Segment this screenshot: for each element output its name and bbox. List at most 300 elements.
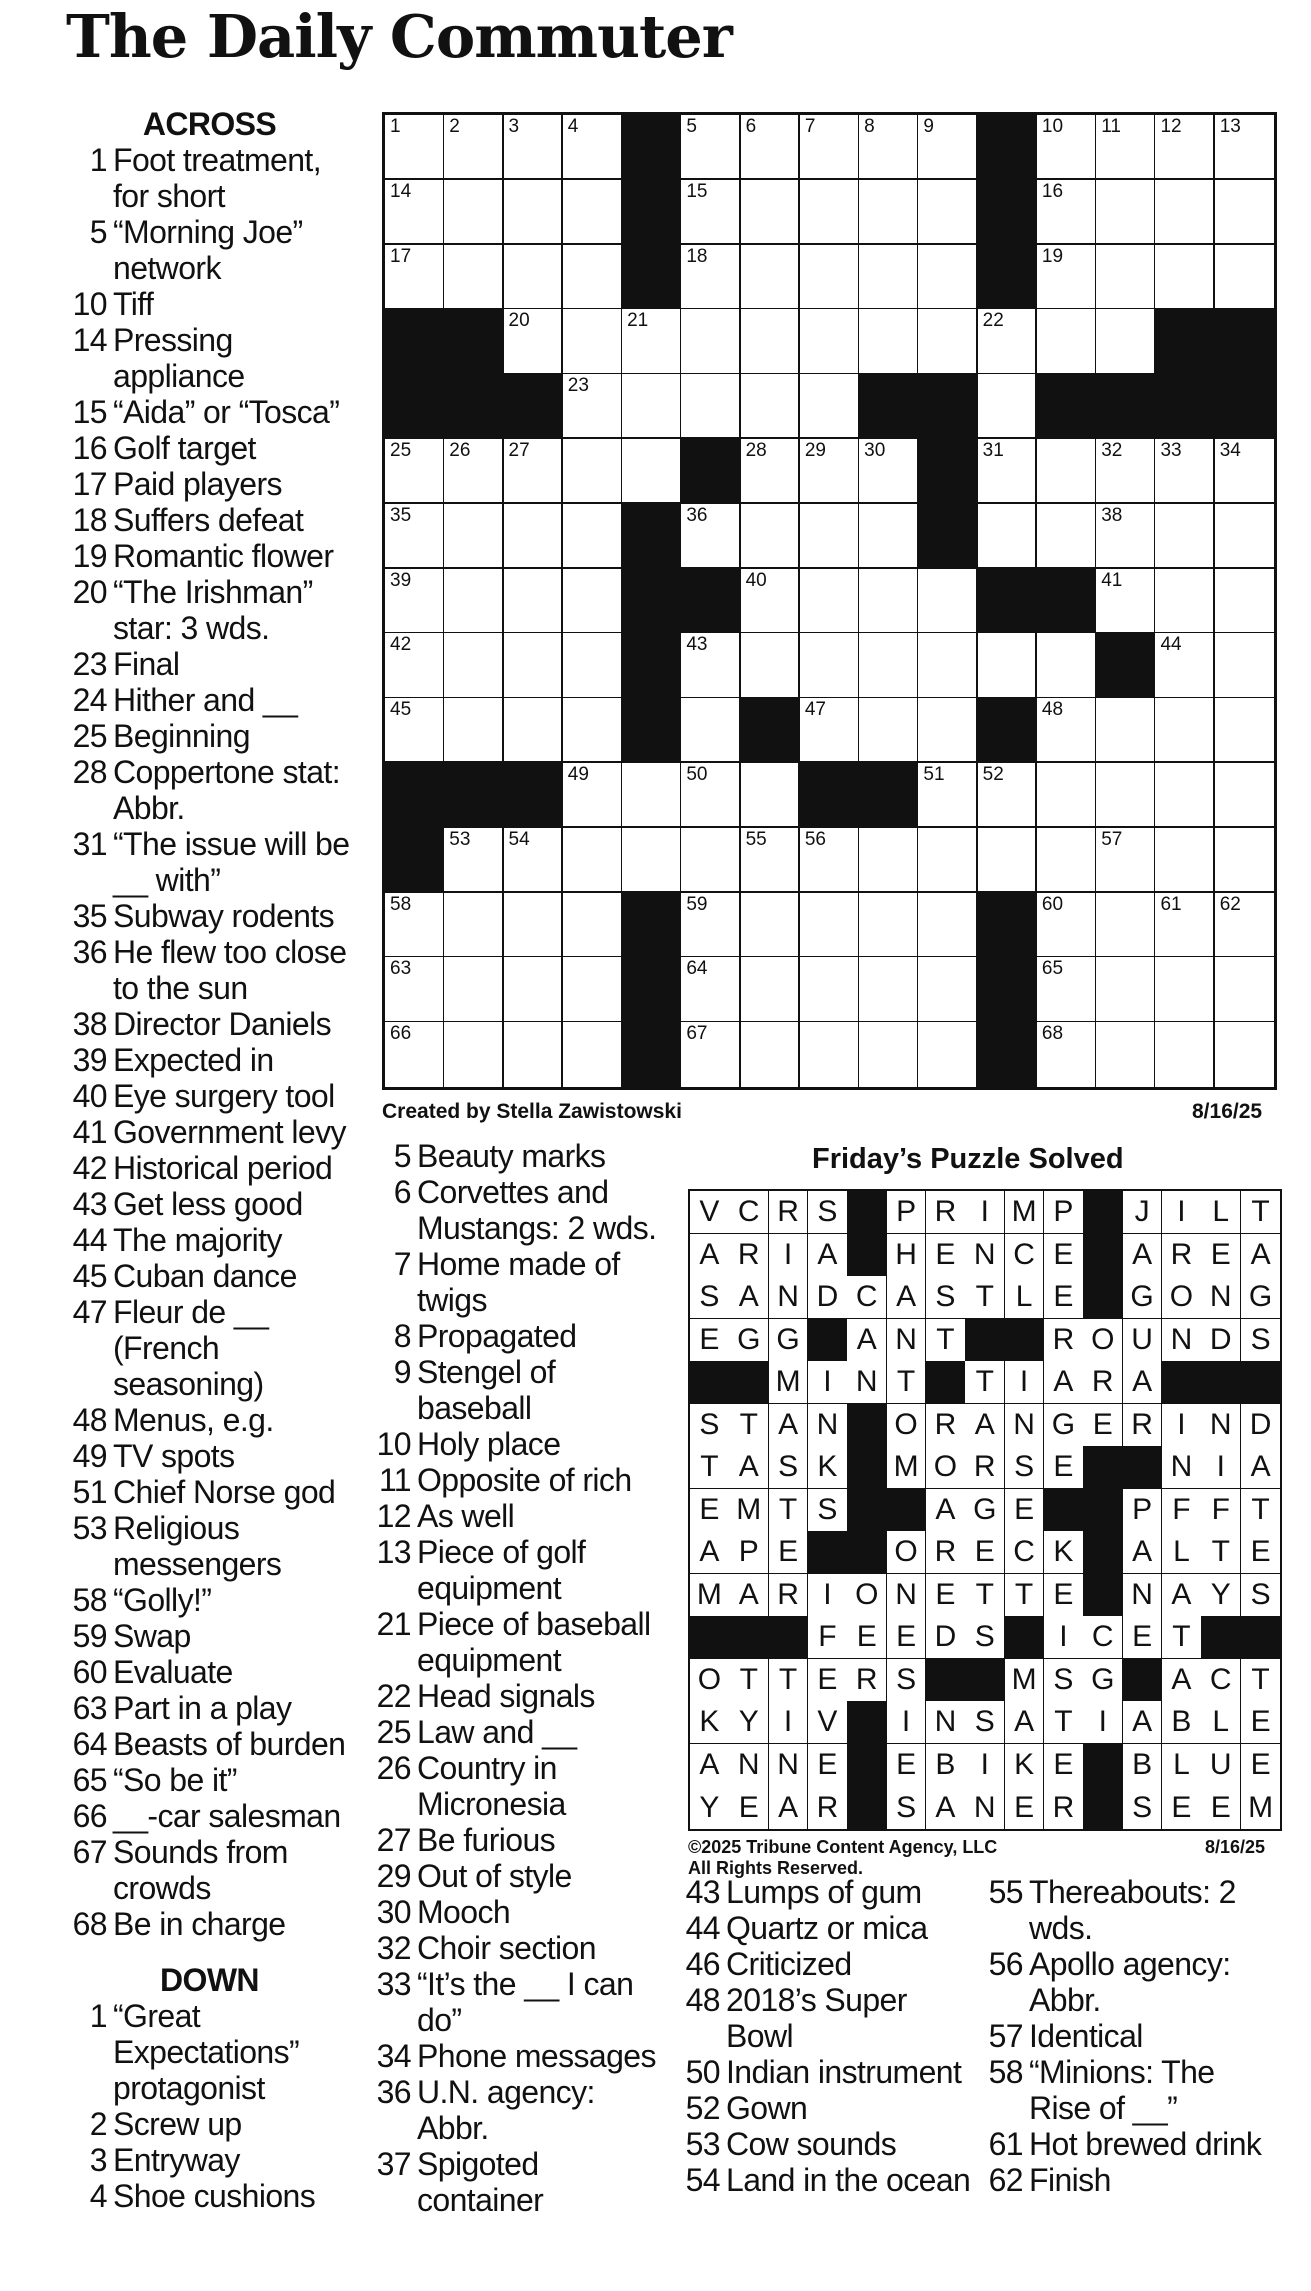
grid-cell[interactable] bbox=[504, 180, 564, 245]
down-clue-48 bbox=[675, 1982, 975, 2054]
clue-text: Hot brewed drink bbox=[1029, 2126, 1262, 2162]
clue-text: Holy place bbox=[417, 1426, 561, 1462]
grid-cell[interactable] bbox=[859, 698, 919, 763]
grid-cell[interactable] bbox=[741, 504, 801, 569]
grid-cell[interactable] bbox=[918, 828, 978, 893]
clue-text: Hither and __ bbox=[113, 682, 298, 718]
grid-cell[interactable] bbox=[1096, 698, 1156, 763]
grid-cell[interactable] bbox=[1037, 633, 1097, 698]
clue-text: Swap bbox=[113, 1618, 191, 1654]
across-clue-17 bbox=[66, 466, 353, 502]
solved-black-square bbox=[1083, 1191, 1123, 1234]
grid-cell[interactable] bbox=[918, 115, 978, 180]
grid-cell[interactable] bbox=[1096, 828, 1156, 893]
grid-cell[interactable] bbox=[1037, 245, 1097, 310]
cell-number: 12 bbox=[1160, 116, 1182, 137]
grid-cell[interactable] bbox=[385, 439, 445, 504]
solved-letter: E bbox=[1044, 1574, 1084, 1617]
grid-cell[interactable] bbox=[681, 180, 741, 245]
grid-cell[interactable] bbox=[918, 309, 978, 374]
grid-cell[interactable] bbox=[978, 633, 1038, 698]
grid-cell[interactable] bbox=[1155, 1022, 1215, 1087]
across-heading: ACROSS bbox=[142, 106, 277, 142]
grid-cell[interactable] bbox=[1155, 569, 1215, 634]
grid-cell[interactable] bbox=[1037, 439, 1097, 504]
grid-cell[interactable] bbox=[444, 828, 504, 893]
grid-cell[interactable] bbox=[1215, 180, 1275, 245]
grid-cell[interactable] bbox=[859, 439, 919, 504]
grid-cell[interactable] bbox=[681, 115, 741, 180]
grid-cell[interactable] bbox=[444, 569, 504, 634]
grid-cell[interactable] bbox=[1096, 439, 1156, 504]
solved-black-square bbox=[965, 1659, 1005, 1702]
grid-cell[interactable] bbox=[444, 1022, 504, 1087]
clue-text: “Great Expectations” protagonist bbox=[113, 1998, 300, 2106]
cell-number: 22 bbox=[982, 310, 1004, 332]
solved-date: 8/16/25 bbox=[1205, 1837, 1266, 1857]
clue-number: 22 bbox=[376, 1678, 411, 1714]
solved-letter: R bbox=[808, 1786, 848, 1829]
grid-cell[interactable] bbox=[563, 309, 623, 374]
grid-cell[interactable] bbox=[385, 504, 445, 569]
clue-text: Head signals bbox=[417, 1678, 595, 1714]
clue-text: Indian instrument bbox=[726, 2054, 962, 2090]
clue-number: 25 bbox=[72, 718, 107, 754]
clue-number: 45 bbox=[72, 1258, 107, 1294]
solved-letter: E bbox=[1044, 1234, 1084, 1277]
across-clue-59 bbox=[66, 1618, 353, 1654]
grid-cell[interactable] bbox=[504, 698, 564, 763]
grid-cell[interactable] bbox=[622, 374, 682, 439]
grid-cell[interactable] bbox=[1037, 828, 1097, 893]
grid-cell[interactable] bbox=[741, 763, 801, 828]
down-clue-52 bbox=[675, 2090, 975, 2126]
grid-cell[interactable] bbox=[681, 374, 741, 439]
grid-cell[interactable] bbox=[504, 439, 564, 504]
grid-cell[interactable] bbox=[681, 633, 741, 698]
grid-cell[interactable] bbox=[800, 309, 860, 374]
clue-text: __-car salesman bbox=[113, 1798, 341, 1834]
solved-letter: E bbox=[1241, 1531, 1281, 1574]
grid-cell[interactable] bbox=[1155, 957, 1215, 1022]
clue-text: Entryway bbox=[113, 2142, 240, 2178]
grid-cell[interactable] bbox=[859, 180, 919, 245]
grid-cell[interactable] bbox=[622, 828, 682, 893]
solved-black-square bbox=[1201, 1616, 1241, 1659]
grid-cell[interactable] bbox=[563, 957, 623, 1022]
cell-number: 18 bbox=[686, 245, 708, 267]
solved-letter: I bbox=[769, 1701, 809, 1744]
solved-letter: D bbox=[808, 1276, 848, 1319]
grid-cell[interactable] bbox=[859, 957, 919, 1022]
grid-cell[interactable] bbox=[741, 180, 801, 245]
solved-letter: N bbox=[965, 1234, 1005, 1277]
grid-cell[interactable] bbox=[918, 180, 978, 245]
grid-cell[interactable] bbox=[1037, 893, 1097, 958]
across-clue-53 bbox=[66, 1510, 353, 1582]
grid-cell[interactable] bbox=[1215, 439, 1275, 504]
grid-cell[interactable] bbox=[1037, 309, 1097, 374]
solved-letter: A bbox=[769, 1786, 809, 1829]
cell-number: 31 bbox=[982, 440, 1004, 461]
grid-cell[interactable] bbox=[1155, 180, 1215, 245]
grid-cell[interactable] bbox=[504, 1022, 564, 1087]
cell-number: 38 bbox=[1101, 504, 1123, 526]
grid-cell[interactable] bbox=[1096, 569, 1156, 634]
grid-cell[interactable] bbox=[800, 633, 860, 698]
across-clue-49 bbox=[66, 1438, 353, 1474]
cell-number: 48 bbox=[1041, 699, 1064, 721]
clue-text: “Golly!” bbox=[113, 1582, 212, 1618]
solved-black-square bbox=[1123, 1659, 1163, 1702]
grid-cell[interactable] bbox=[622, 309, 682, 374]
grid-cell[interactable] bbox=[563, 374, 623, 439]
across-clue-18 bbox=[66, 502, 353, 538]
solved-letter: N bbox=[887, 1319, 927, 1362]
grid-cell[interactable] bbox=[1215, 957, 1275, 1022]
grid-cell[interactable] bbox=[444, 698, 504, 763]
grid-cell[interactable] bbox=[918, 569, 978, 634]
grid-cell[interactable] bbox=[859, 633, 919, 698]
grid-cell[interactable] bbox=[1037, 504, 1097, 569]
grid-cell[interactable] bbox=[918, 698, 978, 763]
clue-text: Thereabouts: 2 wds. bbox=[1029, 1874, 1236, 1946]
grid-cell[interactable] bbox=[1096, 245, 1156, 310]
grid-cell[interactable] bbox=[1155, 504, 1215, 569]
clue-number: 40 bbox=[72, 1078, 107, 1114]
solved-letter: E bbox=[1044, 1446, 1084, 1489]
solved-letter: T bbox=[769, 1659, 809, 1702]
solved-black-square bbox=[1044, 1489, 1084, 1532]
grid-cell[interactable] bbox=[978, 439, 1038, 504]
grid-cell[interactable] bbox=[444, 439, 504, 504]
grid-cell[interactable] bbox=[385, 698, 445, 763]
solved-letter: L bbox=[1201, 1701, 1241, 1744]
grid-cell[interactable] bbox=[918, 763, 978, 828]
grid-cell[interactable] bbox=[444, 957, 504, 1022]
grid-cell[interactable] bbox=[978, 828, 1038, 893]
clue-text: Identical bbox=[1029, 2018, 1143, 2054]
across-clue-15 bbox=[66, 394, 353, 430]
grid-cell[interactable] bbox=[741, 115, 801, 180]
grid-cell[interactable] bbox=[1155, 439, 1215, 504]
grid-cell[interactable] bbox=[741, 439, 801, 504]
grid-cell[interactable] bbox=[504, 504, 564, 569]
cell-number: 30 bbox=[864, 440, 886, 461]
grid-cell[interactable] bbox=[800, 245, 860, 310]
grid-cell[interactable] bbox=[1215, 504, 1275, 569]
grid-cell[interactable] bbox=[622, 439, 682, 504]
solved-black-square bbox=[1083, 1489, 1123, 1532]
clue-text: Piece of golf equipment bbox=[417, 1534, 586, 1606]
grid-cell[interactable] bbox=[978, 374, 1038, 439]
down-clue-30 bbox=[366, 1894, 666, 1930]
grid-cell[interactable] bbox=[385, 115, 445, 180]
solved-letter: E bbox=[1201, 1786, 1241, 1829]
down-clue-33 bbox=[366, 1966, 666, 2038]
grid-cell[interactable] bbox=[978, 504, 1038, 569]
clue-number: 28 bbox=[72, 754, 107, 790]
grid-cell[interactable] bbox=[1155, 245, 1215, 310]
grid-cell[interactable] bbox=[444, 893, 504, 958]
clue-text: Land in the ocean bbox=[726, 2162, 971, 2198]
black-square bbox=[1096, 633, 1156, 698]
grid-cell[interactable] bbox=[681, 1022, 741, 1087]
solved-black-square bbox=[847, 1744, 887, 1787]
solved-letter: A bbox=[1162, 1659, 1202, 1702]
solved-letter: R bbox=[1044, 1786, 1084, 1829]
grid-cell[interactable] bbox=[1037, 763, 1097, 828]
grid-cell[interactable] bbox=[681, 957, 741, 1022]
grid-cell[interactable] bbox=[681, 698, 741, 763]
puzzle-date: 8/16/25 bbox=[1192, 1100, 1263, 1123]
grid-cell[interactable] bbox=[444, 245, 504, 310]
solved-letter: T bbox=[887, 1361, 927, 1404]
grid-cell[interactable] bbox=[1096, 957, 1156, 1022]
grid-cell[interactable] bbox=[563, 633, 623, 698]
grid-cell[interactable] bbox=[800, 1022, 860, 1087]
clue-number: 66 bbox=[72, 1798, 107, 1834]
solved-letter: A bbox=[926, 1489, 966, 1532]
solved-letter: T bbox=[965, 1574, 1005, 1617]
grid-cell[interactable] bbox=[800, 569, 860, 634]
grid-cell[interactable] bbox=[504, 309, 564, 374]
grid-cell[interactable] bbox=[563, 1022, 623, 1087]
black-square bbox=[1215, 374, 1275, 439]
grid-cell[interactable] bbox=[978, 763, 1038, 828]
solved-letter: M bbox=[1241, 1786, 1281, 1829]
grid-cell[interactable] bbox=[563, 115, 623, 180]
grid-cell[interactable] bbox=[681, 828, 741, 893]
grid-cell[interactable] bbox=[1155, 115, 1215, 180]
solved-letter: G bbox=[1123, 1276, 1163, 1319]
grid-cell[interactable] bbox=[1096, 504, 1156, 569]
grid-cell[interactable] bbox=[918, 633, 978, 698]
solved-letter: N bbox=[729, 1744, 769, 1787]
grid-cell[interactable] bbox=[1215, 698, 1275, 763]
clue-text: Beasts of burden bbox=[113, 1726, 346, 1762]
solved-letter: M bbox=[1005, 1191, 1045, 1234]
grid-cell[interactable] bbox=[563, 245, 623, 310]
solved-black-square bbox=[1241, 1616, 1281, 1659]
grid-cell[interactable] bbox=[859, 504, 919, 569]
grid-cell[interactable] bbox=[385, 633, 445, 698]
grid-cell[interactable] bbox=[385, 893, 445, 958]
grid-cell[interactable] bbox=[800, 698, 860, 763]
clue-number: 29 bbox=[376, 1858, 411, 1894]
down-clue-11 bbox=[366, 1462, 666, 1498]
grid-cell[interactable] bbox=[563, 180, 623, 245]
grid-cell[interactable] bbox=[504, 893, 564, 958]
solved-letter: N bbox=[1005, 1404, 1045, 1447]
grid-cell[interactable] bbox=[859, 569, 919, 634]
black-square bbox=[978, 1022, 1038, 1087]
grid-cell[interactable] bbox=[681, 309, 741, 374]
grid-cell[interactable] bbox=[741, 1022, 801, 1087]
grid-cell[interactable] bbox=[741, 309, 801, 374]
grid-cell[interactable] bbox=[563, 828, 623, 893]
grid-cell[interactable] bbox=[800, 439, 860, 504]
grid-cell[interactable] bbox=[918, 893, 978, 958]
grid-cell[interactable] bbox=[918, 245, 978, 310]
grid-cell[interactable] bbox=[563, 698, 623, 763]
cell-number: 32 bbox=[1101, 440, 1123, 461]
grid-cell[interactable] bbox=[1096, 893, 1156, 958]
grid-cell[interactable] bbox=[800, 957, 860, 1022]
cell-number: 66 bbox=[390, 1023, 412, 1045]
grid-cell[interactable] bbox=[1096, 1022, 1156, 1087]
grid-cell[interactable] bbox=[563, 439, 623, 504]
grid-cell[interactable] bbox=[741, 374, 801, 439]
down-clue-7 bbox=[366, 1246, 666, 1318]
grid-cell[interactable] bbox=[1037, 1022, 1097, 1087]
grid-cell[interactable] bbox=[800, 180, 860, 245]
down-heading: DOWN bbox=[160, 1962, 259, 1998]
black-square bbox=[622, 504, 682, 569]
grid-cell[interactable] bbox=[1155, 763, 1215, 828]
grid-cell[interactable] bbox=[1096, 309, 1156, 374]
grid-cell[interactable] bbox=[681, 245, 741, 310]
grid-cell[interactable] bbox=[741, 893, 801, 958]
solved-letter: E bbox=[808, 1659, 848, 1702]
grid-cell[interactable] bbox=[563, 569, 623, 634]
grid-cell[interactable] bbox=[1215, 245, 1275, 310]
black-square bbox=[978, 893, 1038, 958]
down-clue-43 bbox=[675, 1874, 975, 1910]
grid-cell[interactable] bbox=[1215, 633, 1275, 698]
solved-letter: E bbox=[887, 1616, 927, 1659]
grid-cell[interactable] bbox=[563, 763, 623, 828]
grid-cell[interactable] bbox=[385, 957, 445, 1022]
grid-cell[interactable] bbox=[859, 893, 919, 958]
grid-cell[interactable] bbox=[504, 245, 564, 310]
grid-cell[interactable] bbox=[385, 245, 445, 310]
grid-cell[interactable] bbox=[978, 309, 1038, 374]
grid-cell[interactable] bbox=[1215, 763, 1275, 828]
grid-cell[interactable] bbox=[800, 374, 860, 439]
grid-cell[interactable] bbox=[1155, 633, 1215, 698]
grid-cell[interactable] bbox=[504, 569, 564, 634]
cell-number: 65 bbox=[1041, 958, 1064, 980]
grid-cell[interactable] bbox=[681, 893, 741, 958]
across-clue-39 bbox=[66, 1042, 353, 1078]
solved-letter: N bbox=[1201, 1404, 1241, 1447]
grid-cell[interactable] bbox=[918, 957, 978, 1022]
solved-black-square bbox=[1123, 1446, 1163, 1489]
grid-cell[interactable] bbox=[1037, 180, 1097, 245]
solved-letter: G bbox=[1083, 1659, 1123, 1702]
grid-cell[interactable] bbox=[800, 893, 860, 958]
grid-cell[interactable] bbox=[385, 180, 445, 245]
grid-cell[interactable] bbox=[622, 763, 682, 828]
grid-cell[interactable] bbox=[859, 115, 919, 180]
cell-number: 6 bbox=[745, 116, 757, 137]
grid-cell[interactable] bbox=[1215, 115, 1275, 180]
grid-cell[interactable] bbox=[681, 504, 741, 569]
grid-cell[interactable] bbox=[504, 633, 564, 698]
grid-cell[interactable] bbox=[504, 828, 564, 893]
grid-cell[interactable] bbox=[741, 828, 801, 893]
solved-black-square bbox=[690, 1361, 730, 1404]
solved-grid bbox=[688, 1189, 1282, 1831]
grid-cell[interactable] bbox=[800, 115, 860, 180]
black-square bbox=[918, 504, 978, 569]
solved-letter: C bbox=[1083, 1616, 1123, 1659]
grid-cell[interactable] bbox=[1037, 698, 1097, 763]
grid-cell[interactable] bbox=[444, 115, 504, 180]
solved-letter: N bbox=[769, 1276, 809, 1319]
clue-number: 37 bbox=[376, 2146, 411, 2182]
grid-cell[interactable] bbox=[1215, 828, 1275, 893]
grid-cell[interactable] bbox=[859, 828, 919, 893]
down-clue-list-1 bbox=[66, 1998, 353, 2214]
grid-cell[interactable] bbox=[800, 504, 860, 569]
solved-black-square bbox=[808, 1319, 848, 1362]
black-square bbox=[1155, 309, 1215, 374]
grid-cell[interactable] bbox=[741, 633, 801, 698]
across-clue-42 bbox=[66, 1150, 353, 1186]
grid-cell[interactable] bbox=[1215, 1022, 1275, 1087]
grid-cell[interactable] bbox=[800, 828, 860, 893]
grid-cell[interactable] bbox=[444, 504, 504, 569]
clue-text: Sounds from crowds bbox=[113, 1834, 288, 1906]
clue-text: “Aida” or “Tosca” bbox=[113, 394, 340, 430]
solved-letter: L bbox=[1201, 1191, 1241, 1234]
grid-cell[interactable] bbox=[563, 504, 623, 569]
grid-cell[interactable] bbox=[859, 309, 919, 374]
grid-cell[interactable] bbox=[1096, 763, 1156, 828]
grid-cell[interactable] bbox=[563, 893, 623, 958]
grid-cell[interactable] bbox=[385, 569, 445, 634]
black-square bbox=[859, 374, 919, 439]
grid-cell[interactable] bbox=[444, 633, 504, 698]
down-clue-1 bbox=[66, 1998, 353, 2106]
grid-cell[interactable] bbox=[1155, 893, 1215, 958]
grid-cell[interactable] bbox=[859, 1022, 919, 1087]
grid-cell[interactable] bbox=[681, 763, 741, 828]
grid-cell[interactable] bbox=[504, 115, 564, 180]
cell-number: 53 bbox=[449, 828, 471, 850]
solved-letter: J bbox=[1123, 1191, 1163, 1234]
solved-letter: B bbox=[926, 1744, 966, 1787]
solved-letter: E bbox=[1044, 1276, 1084, 1319]
solved-letter: I bbox=[1162, 1404, 1202, 1447]
grid-cell[interactable] bbox=[1155, 698, 1215, 763]
grid-cell[interactable] bbox=[741, 245, 801, 310]
solved-letter: T bbox=[1005, 1574, 1045, 1617]
grid-cell[interactable] bbox=[859, 245, 919, 310]
grid-cell[interactable] bbox=[1037, 957, 1097, 1022]
grid-cell[interactable] bbox=[918, 1022, 978, 1087]
solved-letter: A bbox=[1162, 1574, 1202, 1617]
grid-cell[interactable] bbox=[1155, 828, 1215, 893]
solved-letter: I bbox=[965, 1744, 1005, 1787]
down-clue-44 bbox=[675, 1910, 975, 1946]
grid-cell[interactable] bbox=[1215, 893, 1275, 958]
grid-cell[interactable] bbox=[741, 569, 801, 634]
grid-cell[interactable] bbox=[444, 180, 504, 245]
grid-cell[interactable] bbox=[1037, 115, 1097, 180]
clue-text: 2018’s Super Bowl bbox=[726, 1982, 907, 2054]
grid-cell[interactable] bbox=[1096, 180, 1156, 245]
grid-cell[interactable] bbox=[1096, 115, 1156, 180]
solved-letter: S bbox=[926, 1276, 966, 1319]
grid-cell[interactable] bbox=[385, 1022, 445, 1087]
grid-cell[interactable] bbox=[741, 957, 801, 1022]
solved-letter: O bbox=[690, 1659, 730, 1702]
grid-cell[interactable] bbox=[1215, 569, 1275, 634]
grid-cell[interactable] bbox=[504, 957, 564, 1022]
